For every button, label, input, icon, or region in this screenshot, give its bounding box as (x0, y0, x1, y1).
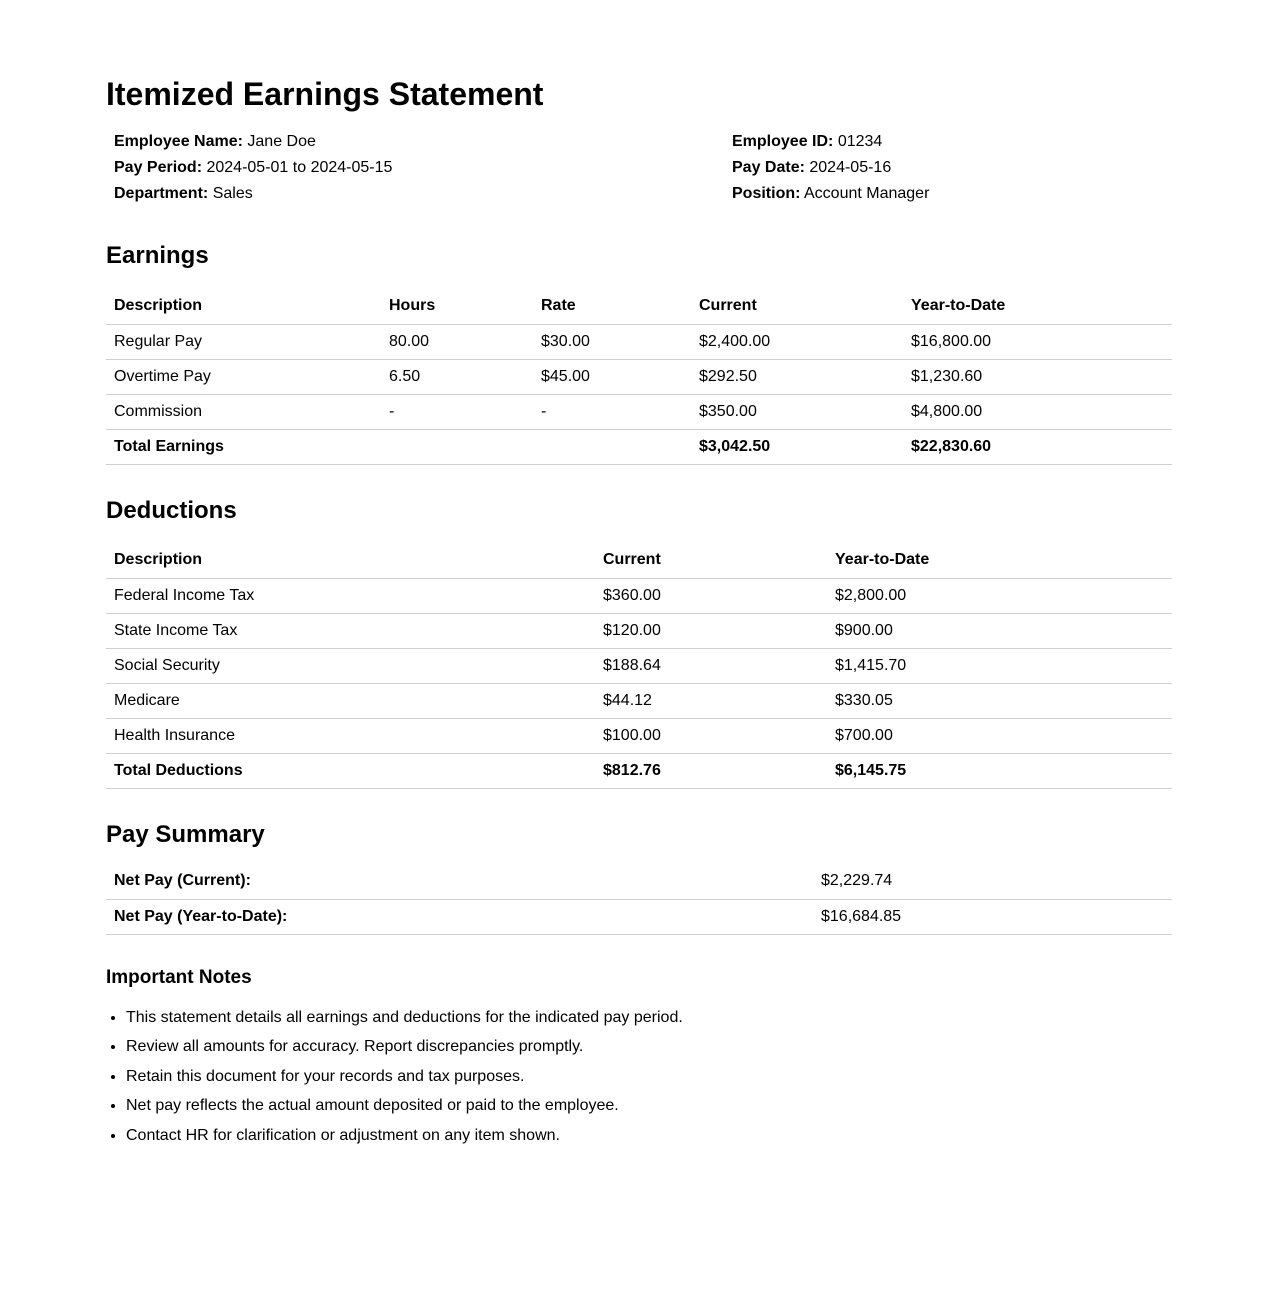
table-cell: 80.00 (381, 324, 533, 359)
earnings-table (106, 288, 1172, 465)
table-cell: $360.00 (595, 579, 827, 614)
net-pay-ytd-row (106, 899, 1172, 934)
column-header: Current (603, 551, 661, 569)
table-cell: Health Insurance (106, 719, 595, 754)
employee-info-right (732, 129, 929, 207)
table-cell: $330.05 (827, 684, 1172, 719)
table-cell (381, 429, 533, 464)
column-header: Year-to-Date (911, 296, 1006, 314)
summary-label: Net Pay (Current): (114, 872, 251, 890)
department-label: Department: (114, 185, 209, 202)
total-deductions-row (106, 754, 1172, 789)
table-cell: $4,800.00 (903, 394, 1172, 429)
table-cell: $900.00 (827, 614, 1172, 649)
table-cell: - (533, 394, 691, 429)
column-header: Current (699, 296, 757, 314)
table-cell: Medicare (106, 684, 595, 719)
deductions-table (106, 543, 1172, 790)
table-cell: State Income Tax (106, 614, 595, 649)
table-cell: $22,830.60 (903, 429, 1172, 464)
column-header: Hours (389, 296, 436, 314)
table-cell: - (381, 394, 533, 429)
column-header: Year-to-Date (835, 551, 930, 569)
table-cell: $1,230.60 (903, 359, 1172, 394)
table-row (106, 359, 1172, 394)
table-cell: $16,800.00 (903, 324, 1172, 359)
table-row (106, 579, 1172, 614)
table-cell: $2,800.00 (827, 579, 1172, 614)
pay-date-line (732, 155, 929, 181)
table-cell: Federal Income Tax (106, 579, 595, 614)
table-cell: $292.50 (691, 359, 903, 394)
table-cell: $700.00 (827, 719, 1172, 754)
deductions-heading: Deductions (106, 496, 237, 524)
table-cell: $120.00 (595, 614, 827, 649)
table-cell: Social Security (106, 649, 595, 684)
employee-name-value: Jane Doe (247, 133, 316, 150)
table-cell: $45.00 (533, 359, 691, 394)
pay-period-label: Pay Period: (114, 159, 203, 176)
table-cell: Overtime Pay (106, 359, 381, 394)
column-header: Description (114, 551, 203, 569)
table-cell: $30.00 (533, 324, 691, 359)
pay-date-value: 2024-05-16 (809, 159, 892, 176)
table-cell: $812.76 (595, 754, 827, 789)
deductions-header-row (106, 543, 1172, 579)
pay-period-value: 2024-05-01 to 2024-05-15 (206, 159, 393, 176)
employee-name-label: Employee Name: (114, 133, 243, 150)
department-line (114, 181, 732, 207)
summary-value: $2,229.74 (821, 872, 893, 890)
pay-date-label: Pay Date: (732, 159, 805, 176)
column-header: Rate (541, 296, 576, 314)
employee-id-value: 01234 (837, 133, 883, 150)
list-item: • Net pay reflects the actual amount deposited or paid to the employee. (126, 1091, 1172, 1121)
employee-info (106, 129, 1172, 207)
table-row (106, 719, 1172, 754)
notes-list (106, 1003, 1172, 1151)
table-cell: $350.00 (691, 394, 903, 429)
employee-name-line (114, 129, 732, 155)
list-item: • Review all amounts for accuracy. Report discrepancies promptly. (126, 1032, 1172, 1062)
position-line (732, 181, 929, 207)
summary-value: $16,684.85 (813, 899, 1172, 934)
notes-heading: Important Notes (106, 966, 252, 988)
net-pay-current-row (106, 864, 1172, 899)
table-cell: 6.50 (381, 359, 533, 394)
table-row (106, 614, 1172, 649)
summary-label: Net Pay (Year-to-Date): (106, 899, 813, 934)
table-row (106, 394, 1172, 429)
table-cell: $1,415.70 (827, 649, 1172, 684)
total-earnings-row (106, 429, 1172, 464)
department-value: Sales (212, 185, 253, 202)
list-item: • Retain this document for your records and tax purposes. (126, 1062, 1172, 1092)
earnings-header-row (106, 288, 1172, 324)
table-row (106, 324, 1172, 359)
earnings-heading: Earnings (106, 242, 209, 269)
table-cell: $44.12 (595, 684, 827, 719)
table-row (106, 649, 1172, 684)
table-cell (533, 429, 691, 464)
page-title: Itemized Earnings Statement (106, 76, 544, 112)
table-row (106, 684, 1172, 719)
position-label: Position: (732, 185, 801, 202)
table-cell: Regular Pay (106, 324, 381, 359)
pay-summary-table (106, 864, 1172, 935)
list-item: • This statement details all earnings and deductions for the indicated pay period. (126, 1003, 1172, 1033)
table-cell: $3,042.50 (691, 429, 903, 464)
position-value: Account Manager (804, 185, 930, 202)
employee-info-left (114, 129, 732, 207)
table-cell: Total Deductions (106, 754, 595, 789)
table-cell: $188.64 (595, 649, 827, 684)
table-cell: $6,145.75 (827, 754, 1172, 789)
table-cell: $100.00 (595, 719, 827, 754)
column-header: Description (114, 296, 203, 314)
list-item: • Contact HR for clarification or adjustment on any item shown. (126, 1121, 1172, 1151)
employee-id-line (732, 129, 929, 155)
table-cell: $2,400.00 (691, 324, 903, 359)
employee-id-label: Employee ID: (732, 133, 834, 150)
table-cell: Total Earnings (106, 429, 381, 464)
pay-period-line (114, 155, 732, 181)
pay-summary-heading: Pay Summary (106, 821, 265, 848)
table-cell: Commission (106, 394, 381, 429)
